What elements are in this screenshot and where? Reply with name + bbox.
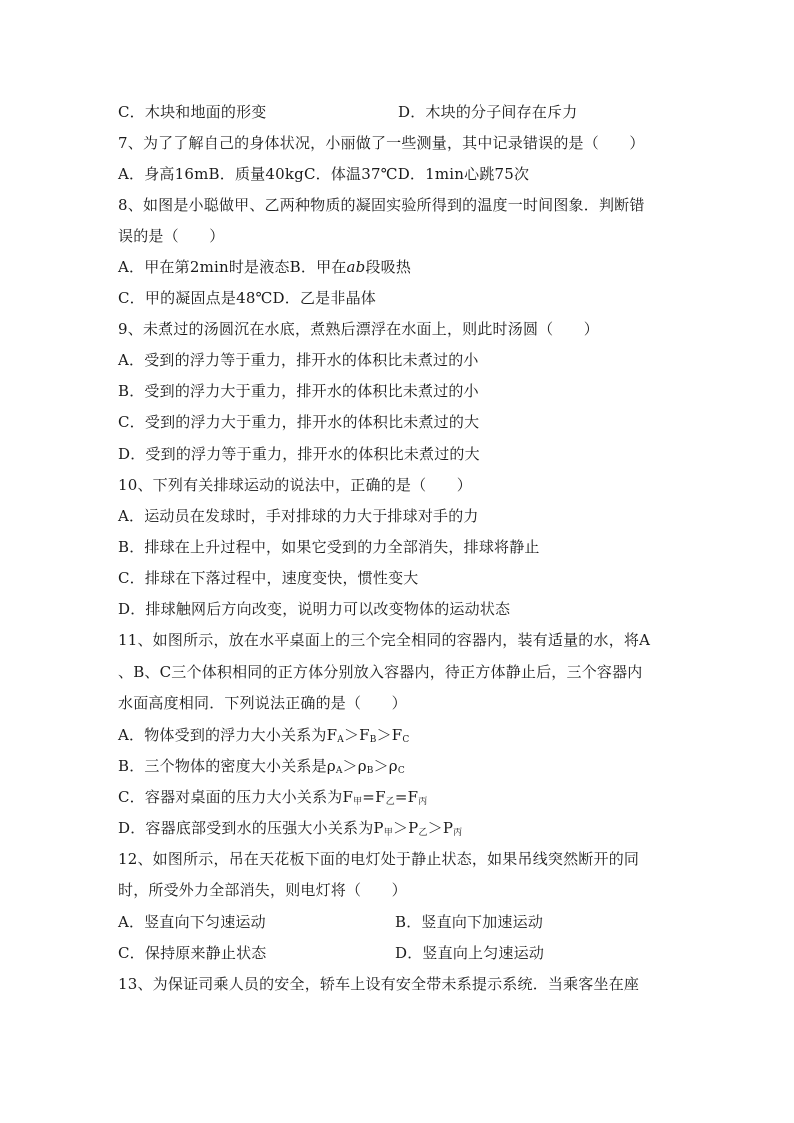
- q6-option-c: C．木块和地面的形变: [118, 103, 267, 121]
- q9-option-a: A．受到的浮力等于重力，排开水的体积比未煮过的小: [118, 351, 479, 369]
- q12-option-d: D．竖直向上匀速运动: [395, 944, 545, 962]
- q6-options-cd: [118, 102, 698, 122]
- q6-option-d: D．木块的分子间存在斥力: [398, 103, 578, 121]
- q8-stem-line2: 误的是（ ）: [118, 227, 225, 245]
- q9-option-c: C．受到的浮力大于重力，排开水的体积比未煮过的大: [118, 413, 480, 431]
- q9-option-b: B．受到的浮力大于重力，排开水的体积比未煮过的小: [118, 382, 479, 400]
- q10-stem: 10、下列有关排球运动的说法中，正确的是（ ）: [118, 476, 472, 494]
- q11-stem-line2: 、B、C三个体积相同的正方体分别放入容器内，待正方体静止后，三个容器内: [118, 663, 643, 681]
- q12-options-ab: [118, 912, 698, 932]
- q12-option-b: B．竖直向下加速运动: [395, 913, 544, 931]
- q13-stem-line1: 13、为保证司乘人员的安全，轿车上设有安全带未系提示系统．当乘客坐在座: [118, 975, 640, 993]
- q11-option-c: C．容器对桌面的压力大小关系为$F_甲=F_乙=F_丙$: [118, 788, 428, 807]
- q8-variable-ab: ab: [346, 258, 366, 276]
- q12-stem-line2: 时，所受外力全部消失，则电灯将（ ）: [118, 881, 407, 899]
- q11-option-a: A．物体受到的浮力大小关系为$F_A>F_B>F_C$: [118, 726, 410, 745]
- q7-stem: 7、为了了解自己的身体状况，小丽做了一些测量，其中记录错误的是（ ）: [118, 134, 645, 152]
- q9-stem: 9、未煮过的汤圆沉在水底，煮熟后漂浮在水面上，则此时汤圆（ ）: [118, 320, 599, 338]
- q9-option-d: D．受到的浮力等于重力，排开水的体积比未煮过的大: [118, 445, 480, 463]
- q11-option-b: B．三个物体的密度大小关系是$\rho_A>\rho_B>\rho_C$: [118, 757, 405, 776]
- q8-options-cd: C．甲的凝固点是48℃D．乙是非晶体: [118, 289, 376, 307]
- q8-option-ab-text: A．甲在第2min时是液态B．甲在: [118, 258, 347, 276]
- q10-option-c: C．排球在下落过程中，速度变快，惯性变大: [118, 569, 419, 587]
- q11-stem-line1: 11、如图所示，放在水平桌面上的三个完全相同的容器内，装有适量的水，将A: [118, 631, 651, 649]
- q10-option-a: A．运动员在发球时，手对排球的力大于排球对手的力: [118, 507, 479, 525]
- q12-option-c: C．保持原来静止状态: [118, 944, 267, 962]
- q11-stem-line3: 水面高度相同．下列说法正确的是（ ）: [118, 694, 407, 712]
- q8-options-ab: [118, 257, 698, 277]
- q12-option-a: A．竖直向下匀速运动: [118, 913, 266, 931]
- q8-option-ab-tail: 段吸热: [365, 258, 412, 276]
- q11-option-d: D．容器底部受到水的压强大小关系为$P_甲>P_乙>P_丙$: [118, 819, 463, 838]
- q7-options: A．身高16mB．质量40kgC．体温37℃D．1min心跳75次: [118, 165, 530, 183]
- q10-option-d: D．排球触网后方向改变，说明力可以改变物体的运动状态: [118, 600, 511, 618]
- q12-stem-line1: 12、如图所示，吊在天花板下面的电灯处于静止状态，如果吊线突然断开的同: [118, 850, 640, 868]
- q8-stem-line1: 8、如图是小聪做甲、乙两种物质的凝固实验所得到的温度一时间图象．判断错: [118, 196, 645, 214]
- q12-options-cd: [118, 943, 698, 963]
- q10-option-b: B．排球在上升过程中，如果它受到的力全部消失，排球将静止: [118, 538, 540, 556]
